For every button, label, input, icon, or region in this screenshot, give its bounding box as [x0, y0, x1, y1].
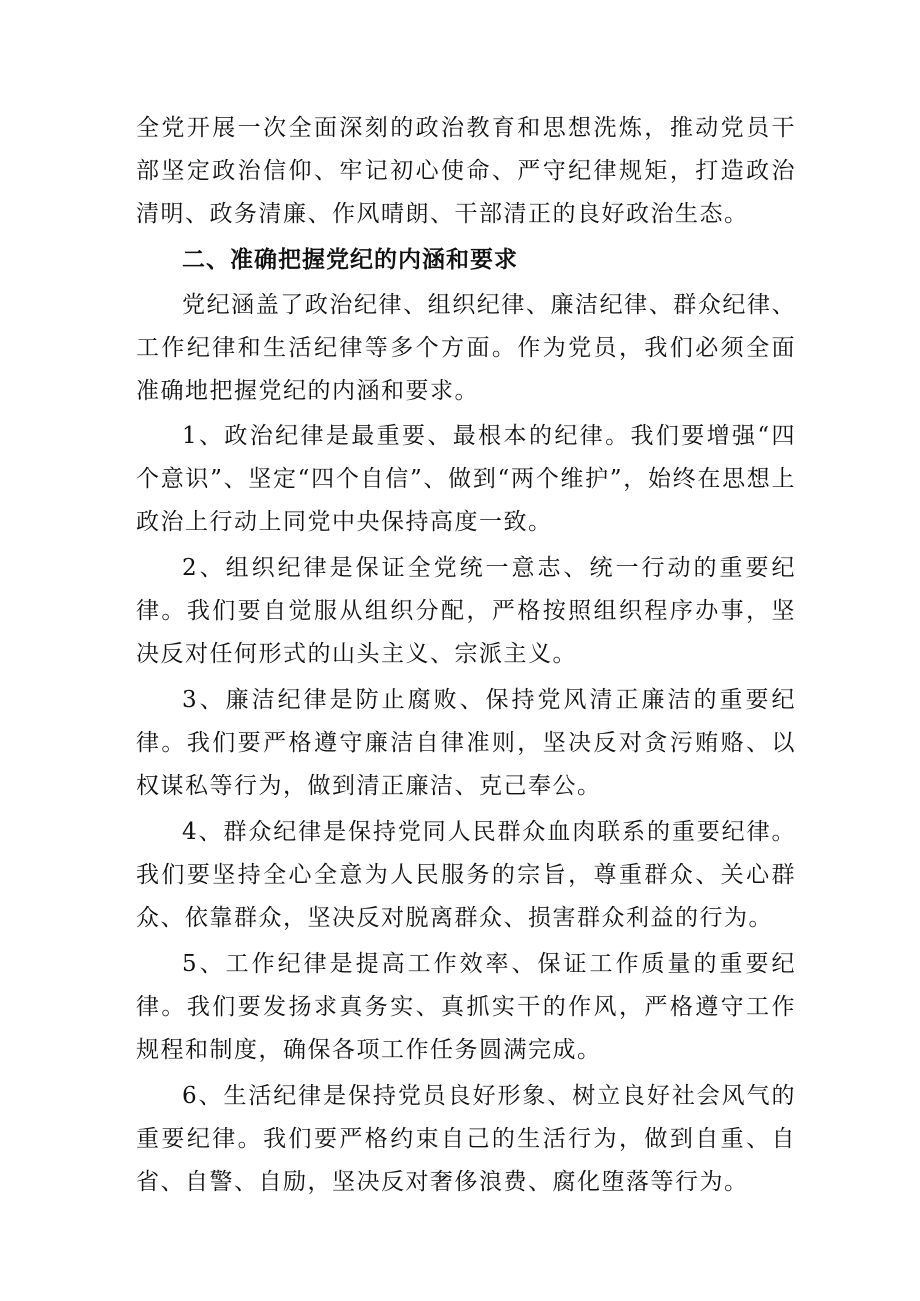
continuation-paragraph: 全党开展一次全面深刻的政治教育和思想洗炼，推动党员干部坚定政治信仰、牢记初心使命、严守纪律规矩，打造政治清明、政务清廉、作风晴朗、干部清正的良好政治生态。 — [136, 115, 796, 227]
item-life-discipline: 6、生活纪律是保持党员良好形象、树立良好社会风气的重要纪律。我们要严格约束自己的生活行为，做到自重、自省、自警、自励，坚决反对奢侈浪费、腐化堕落等行为。 — [136, 1083, 796, 1195]
section-heading: 二、准确把握党纪的内涵和要求 — [182, 247, 518, 273]
item-organizational-discipline: 2、组织纪律是保证全党统一意志、统一行动的重要纪律。我们要自觉服从组织分配，严格按照组织程序办事，坚决反对任何形式的山头主义、宗派主义。 — [136, 555, 796, 667]
item-political-discipline: 1、政治纪律是最重要、最根本的纪律。我们要增强“四个意识”、坚定“四个自信”、做到“两个维护”，始终在思想上政治上行动上同党中央保持高度一致。 — [136, 423, 796, 535]
intro-paragraph: 党纪涵盖了政治纪律、组织纪律、廉洁纪律、群众纪律、工作纪律和生活纪律等多个方面。作为党员，我们必须全面准确地把握党纪的内涵和要求。 — [136, 292, 796, 404]
item-mass-discipline: 4、群众纪律是保持党同人民群众血肉联系的重要纪律。我们要坚持全心全意为人民服务的宗旨，尊重群众、关心群众、依靠群众，坚决反对脱离群众、损害群众利益的行为。 — [136, 819, 796, 931]
item-integrity-discipline: 3、廉洁纪律是防止腐败、保持党风清正廉洁的重要纪律。我们要严格遵守廉洁自律准则，坚决反对贪污贿赂、以权谋私等行为，做到清正廉洁、克己奉公。 — [136, 687, 796, 799]
item-work-discipline: 5、工作纪律是提高工作效率、保证工作质量的重要纪律。我们要发扬求真务实、真抓实干的作风，严格遵守工作规程和制度，确保各项工作任务圆满完成。 — [136, 951, 796, 1063]
